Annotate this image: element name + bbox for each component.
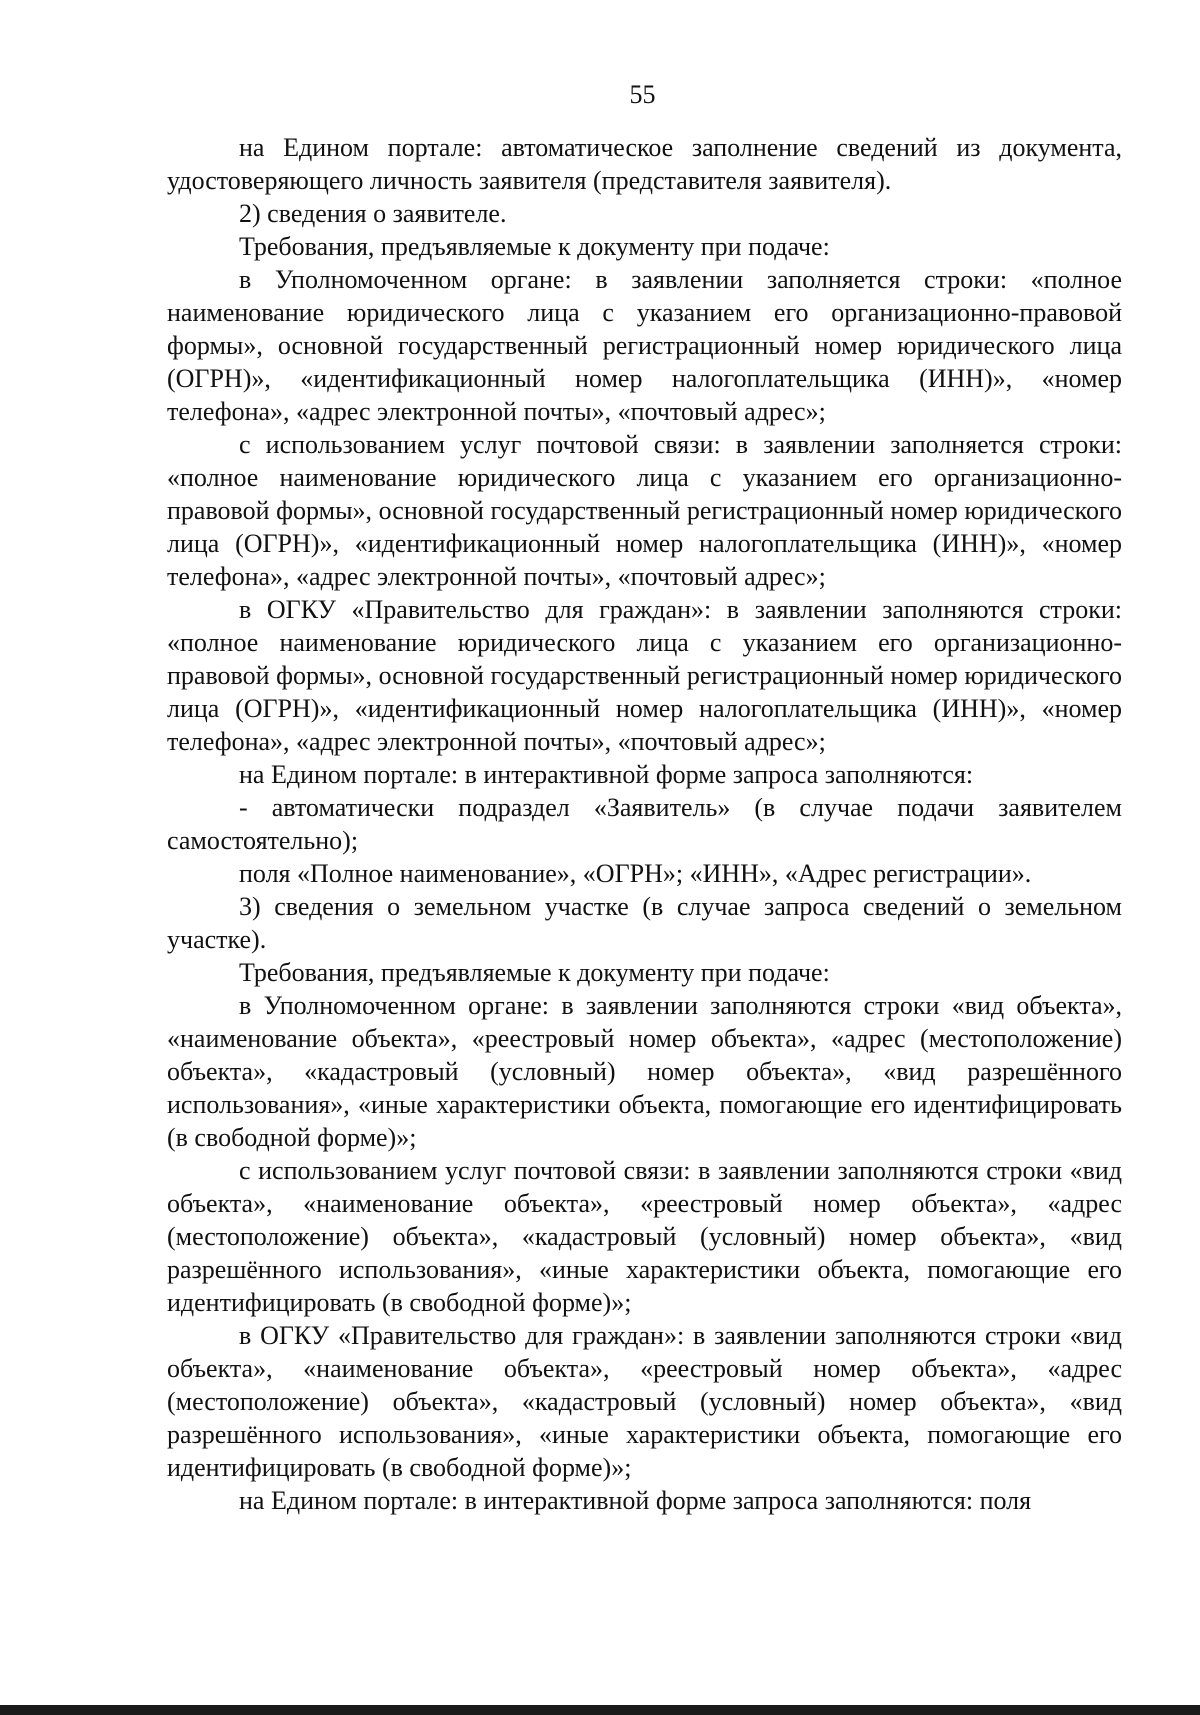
body-text bbox=[167, 131, 1122, 1517]
paragraph: поля «Полное наименование», «ОГРН»; «ИНН», «Адрес регистрации». bbox=[239, 859, 1032, 888]
paragraph: на Едином портале: автоматическое заполнение сведений из документа, удостоверяющего личность заявителя (представителя заявителя). bbox=[167, 133, 1122, 195]
paragraph: в ОГКУ «Правительство для граждан»: в заявлении заполняются строки: «полное наименование юридического лица с указанием его организационно-правовой формы», основной государственный регистрационный номер юридического лица (ОГРН)», «идентификационный номер налогоплательщика (ИНН)», «номер телефона», «адрес электронной почты», «почтовый адрес»; bbox=[167, 595, 1122, 756]
paragraph: Требования, предъявляемые к документу при подаче: bbox=[239, 958, 830, 987]
paragraph: в Уполномоченном органе: в заявлении заполняется строки: «полное наименование юридического лица с указанием его организационно-правовой формы», основной государственный регистрационный номер юридического лица (ОГРН)», «идентификационный номер налогоплательщика (ИНН)», «номер телефона», «адрес электронной почты», «почтовый адрес»; bbox=[167, 265, 1122, 426]
paragraph: в ОГКУ «Правительство для граждан»: в заявлении заполняются строки «вид объекта», «наименование объекта», «реестровый номер объекта», «адрес (местоположение) объекта», «кадастровый (условный) номер объекта», «вид разрешённого использования», «иные характеристики объекта, помогающие его идентифицировать (в свободной форме)»; bbox=[167, 1321, 1122, 1482]
paragraph: на Едином портале: в интерактивной форме запроса заполняются: bbox=[239, 760, 974, 789]
paragraph: Требования, предъявляемые к документу при подаче: bbox=[239, 232, 830, 261]
paragraph: в Уполномоченном органе: в заявлении заполняются строки «вид объекта», «наименование объекта», «реестровый номер объекта», «адрес (местоположение) объекта», «кадастровый (условный) номер объекта», «вид разрешённого использования», «иные характеристики объекта, помогающие его идентифицировать (в свободной форме)»; bbox=[167, 991, 1122, 1152]
scan-edge-divider bbox=[0, 1705, 1200, 1715]
paragraph: 2) сведения о заявителе. bbox=[239, 199, 507, 228]
paragraph: 3) сведения о земельном участке (в случае запроса сведений о земельном участке). bbox=[167, 892, 1122, 954]
paragraph: - автоматически подраздел «Заявитель» (в случае подачи заявителем самостоятельно); bbox=[167, 793, 1122, 855]
paragraph: с использованием услуг почтовой связи: в заявлении заполняется строки: «полное наименование юридического лица с указанием его организационно-правовой формы», основной государственный регистрационный номер юридического лица (ОГРН)», «идентификационный номер налогоплательщика (ИНН)», «номер телефона», «адрес электронной почты», «почтовый адрес»; bbox=[167, 430, 1122, 591]
paragraph: на Едином портале: в интерактивной форме запроса заполняются: поля bbox=[239, 1486, 1032, 1515]
page-number: 55 bbox=[629, 80, 656, 109]
paragraph: с использованием услуг почтовой связи: в заявлении заполняются строки «вид объекта», «наименование объекта», «реестровый номер объекта», «адрес (местоположение) объекта», «кадастровый (условный) номер объекта», «вид разрешённого использования», «иные характеристики объекта, помогающие его идентифицировать (в свободной форме)»; bbox=[167, 1156, 1122, 1317]
